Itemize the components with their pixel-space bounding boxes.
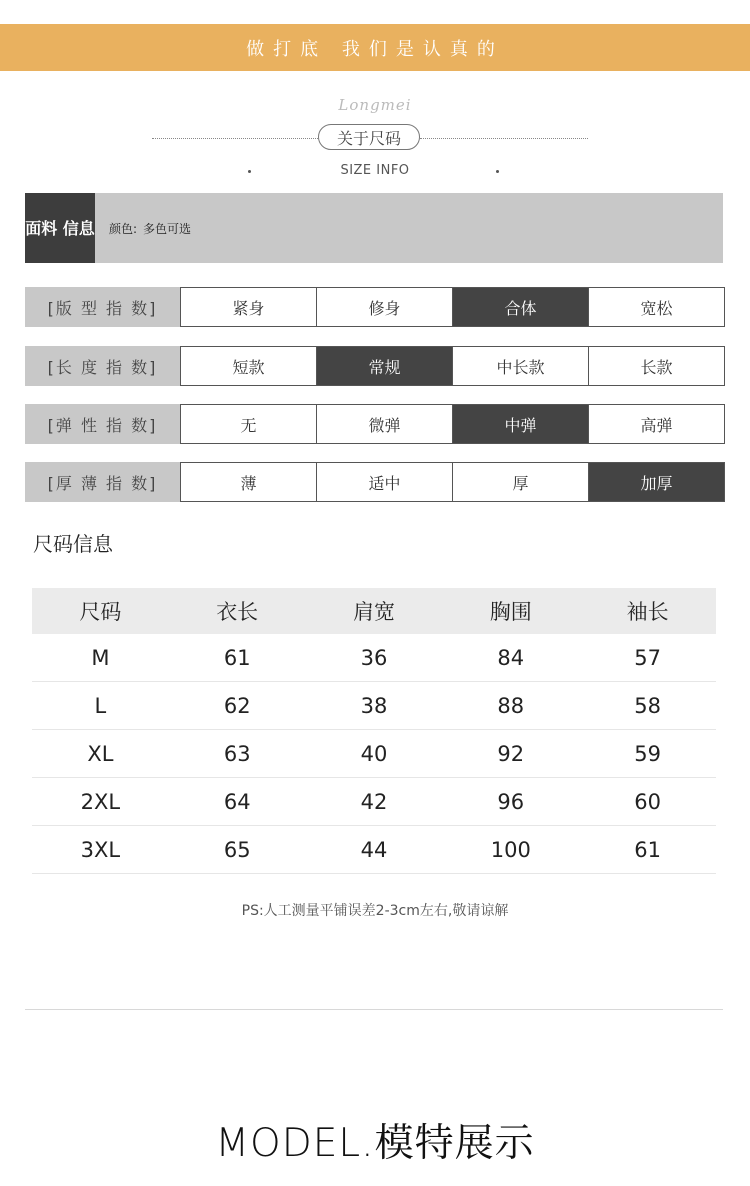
index-option: 中长款: [452, 347, 588, 385]
measurement-note: PS:人工测量平铺误差2-3cm左右,敬请谅解: [241, 903, 509, 919]
fabric-info-bar: [25, 193, 723, 263]
size-table-cell: 2XL: [80, 789, 121, 814]
index-option: 长款: [588, 347, 724, 385]
size-table-cell: 44: [360, 837, 388, 862]
size-table-cell: 60: [634, 789, 661, 814]
size-table-cell: XL: [87, 741, 114, 766]
model-section-title: [0, 1112, 750, 1168]
size-info-subtitle: SIZE INFO: [340, 163, 410, 178]
size-table-body: [32, 634, 716, 874]
size-table-cell: 57: [634, 645, 661, 670]
divider-left: [152, 138, 318, 139]
banner-text: 做打底 我们是认真的: [246, 38, 504, 60]
index-row: [25, 404, 725, 444]
size-table-cell: 84: [497, 645, 525, 670]
size-table-cell: 59: [634, 741, 661, 766]
color-value: 多色可选: [143, 221, 192, 236]
size-table-row: [32, 778, 716, 826]
size-table: [32, 588, 716, 874]
model-title-en: MODEL.: [215, 1121, 375, 1166]
index-option: 紧身: [232, 298, 265, 318]
index-options: [180, 462, 725, 502]
size-table-cell: 65: [223, 837, 251, 862]
size-table-header-cell: 衣长: [216, 600, 259, 624]
size-table-cell: 62: [223, 693, 251, 718]
size-table-header-cell: 袖长: [626, 600, 669, 624]
size-table-cell: 61: [634, 837, 661, 862]
index-option: 厚: [452, 463, 588, 501]
divider-right: [420, 138, 588, 139]
size-table-cell: 96: [497, 789, 525, 814]
size-table-header: [32, 588, 716, 634]
index-options: [180, 404, 725, 444]
section-divider: [25, 1009, 723, 1010]
size-table-cell: 58: [634, 693, 661, 718]
size-table-cell: L: [94, 693, 107, 718]
fabric-info-label: 面料 信息: [25, 193, 95, 263]
color-label: 颜色:: [109, 221, 138, 236]
size-table-row: [32, 826, 716, 874]
index-option-selected: 中弹: [452, 405, 588, 443]
size-table-header-cell: 尺码: [79, 600, 122, 624]
fabric-color-info: [95, 193, 191, 263]
index-option: 无: [240, 415, 257, 435]
index-option-selected: 合体: [452, 288, 588, 326]
top-banner: [0, 24, 750, 71]
size-section-title: 尺码信息: [33, 532, 113, 556]
index-option-selected: 常规: [316, 347, 452, 385]
size-table-cell: 42: [360, 789, 388, 814]
index-row: [25, 346, 725, 386]
size-table-cell: 36: [360, 645, 388, 670]
size-table-cell: 88: [497, 693, 525, 718]
size-table-row: [32, 730, 716, 778]
size-table-cell: 100: [490, 837, 531, 862]
index-option: 短款: [232, 357, 265, 377]
index-row: [25, 462, 725, 502]
about-size-title: [318, 124, 420, 150]
about-size-title-text: 关于尺码: [336, 128, 401, 148]
size-table-row: [32, 682, 716, 730]
brand-script-logo: Longmei: [338, 96, 412, 114]
size-table-cell: M: [91, 645, 110, 670]
size-table-cell: 61: [223, 645, 251, 670]
index-row-label: [弹 性 指 数]: [25, 404, 180, 444]
index-option: 薄: [240, 473, 257, 493]
model-title-cn: 模特展示: [374, 1121, 535, 1166]
index-options: [180, 287, 725, 327]
size-table-cell: 38: [360, 693, 388, 718]
size-table-header-cell: 胸围: [489, 600, 532, 624]
index-option: 适中: [316, 463, 452, 501]
size-table-cell: 40: [360, 741, 388, 766]
index-option: 微弹: [316, 405, 452, 443]
index-row-label: [厚 薄 指 数]: [25, 462, 180, 502]
index-options: [180, 346, 725, 386]
index-option: 修身: [316, 288, 452, 326]
index-option: 宽松: [588, 288, 724, 326]
index-option-selected: 加厚: [588, 463, 724, 501]
size-table-header-cell: 肩宽: [352, 600, 395, 624]
size-table-cell: 64: [223, 789, 251, 814]
index-row-label: [长 度 指 数]: [25, 346, 180, 386]
size-table-cell: 63: [223, 741, 251, 766]
size-table-row: [32, 634, 716, 682]
index-row-label: [版 型 指 数]: [25, 287, 180, 327]
index-row: [25, 287, 725, 327]
index-option: 高弹: [588, 405, 724, 443]
size-table-cell: 3XL: [80, 837, 121, 862]
size-table-cell: 92: [497, 741, 525, 766]
